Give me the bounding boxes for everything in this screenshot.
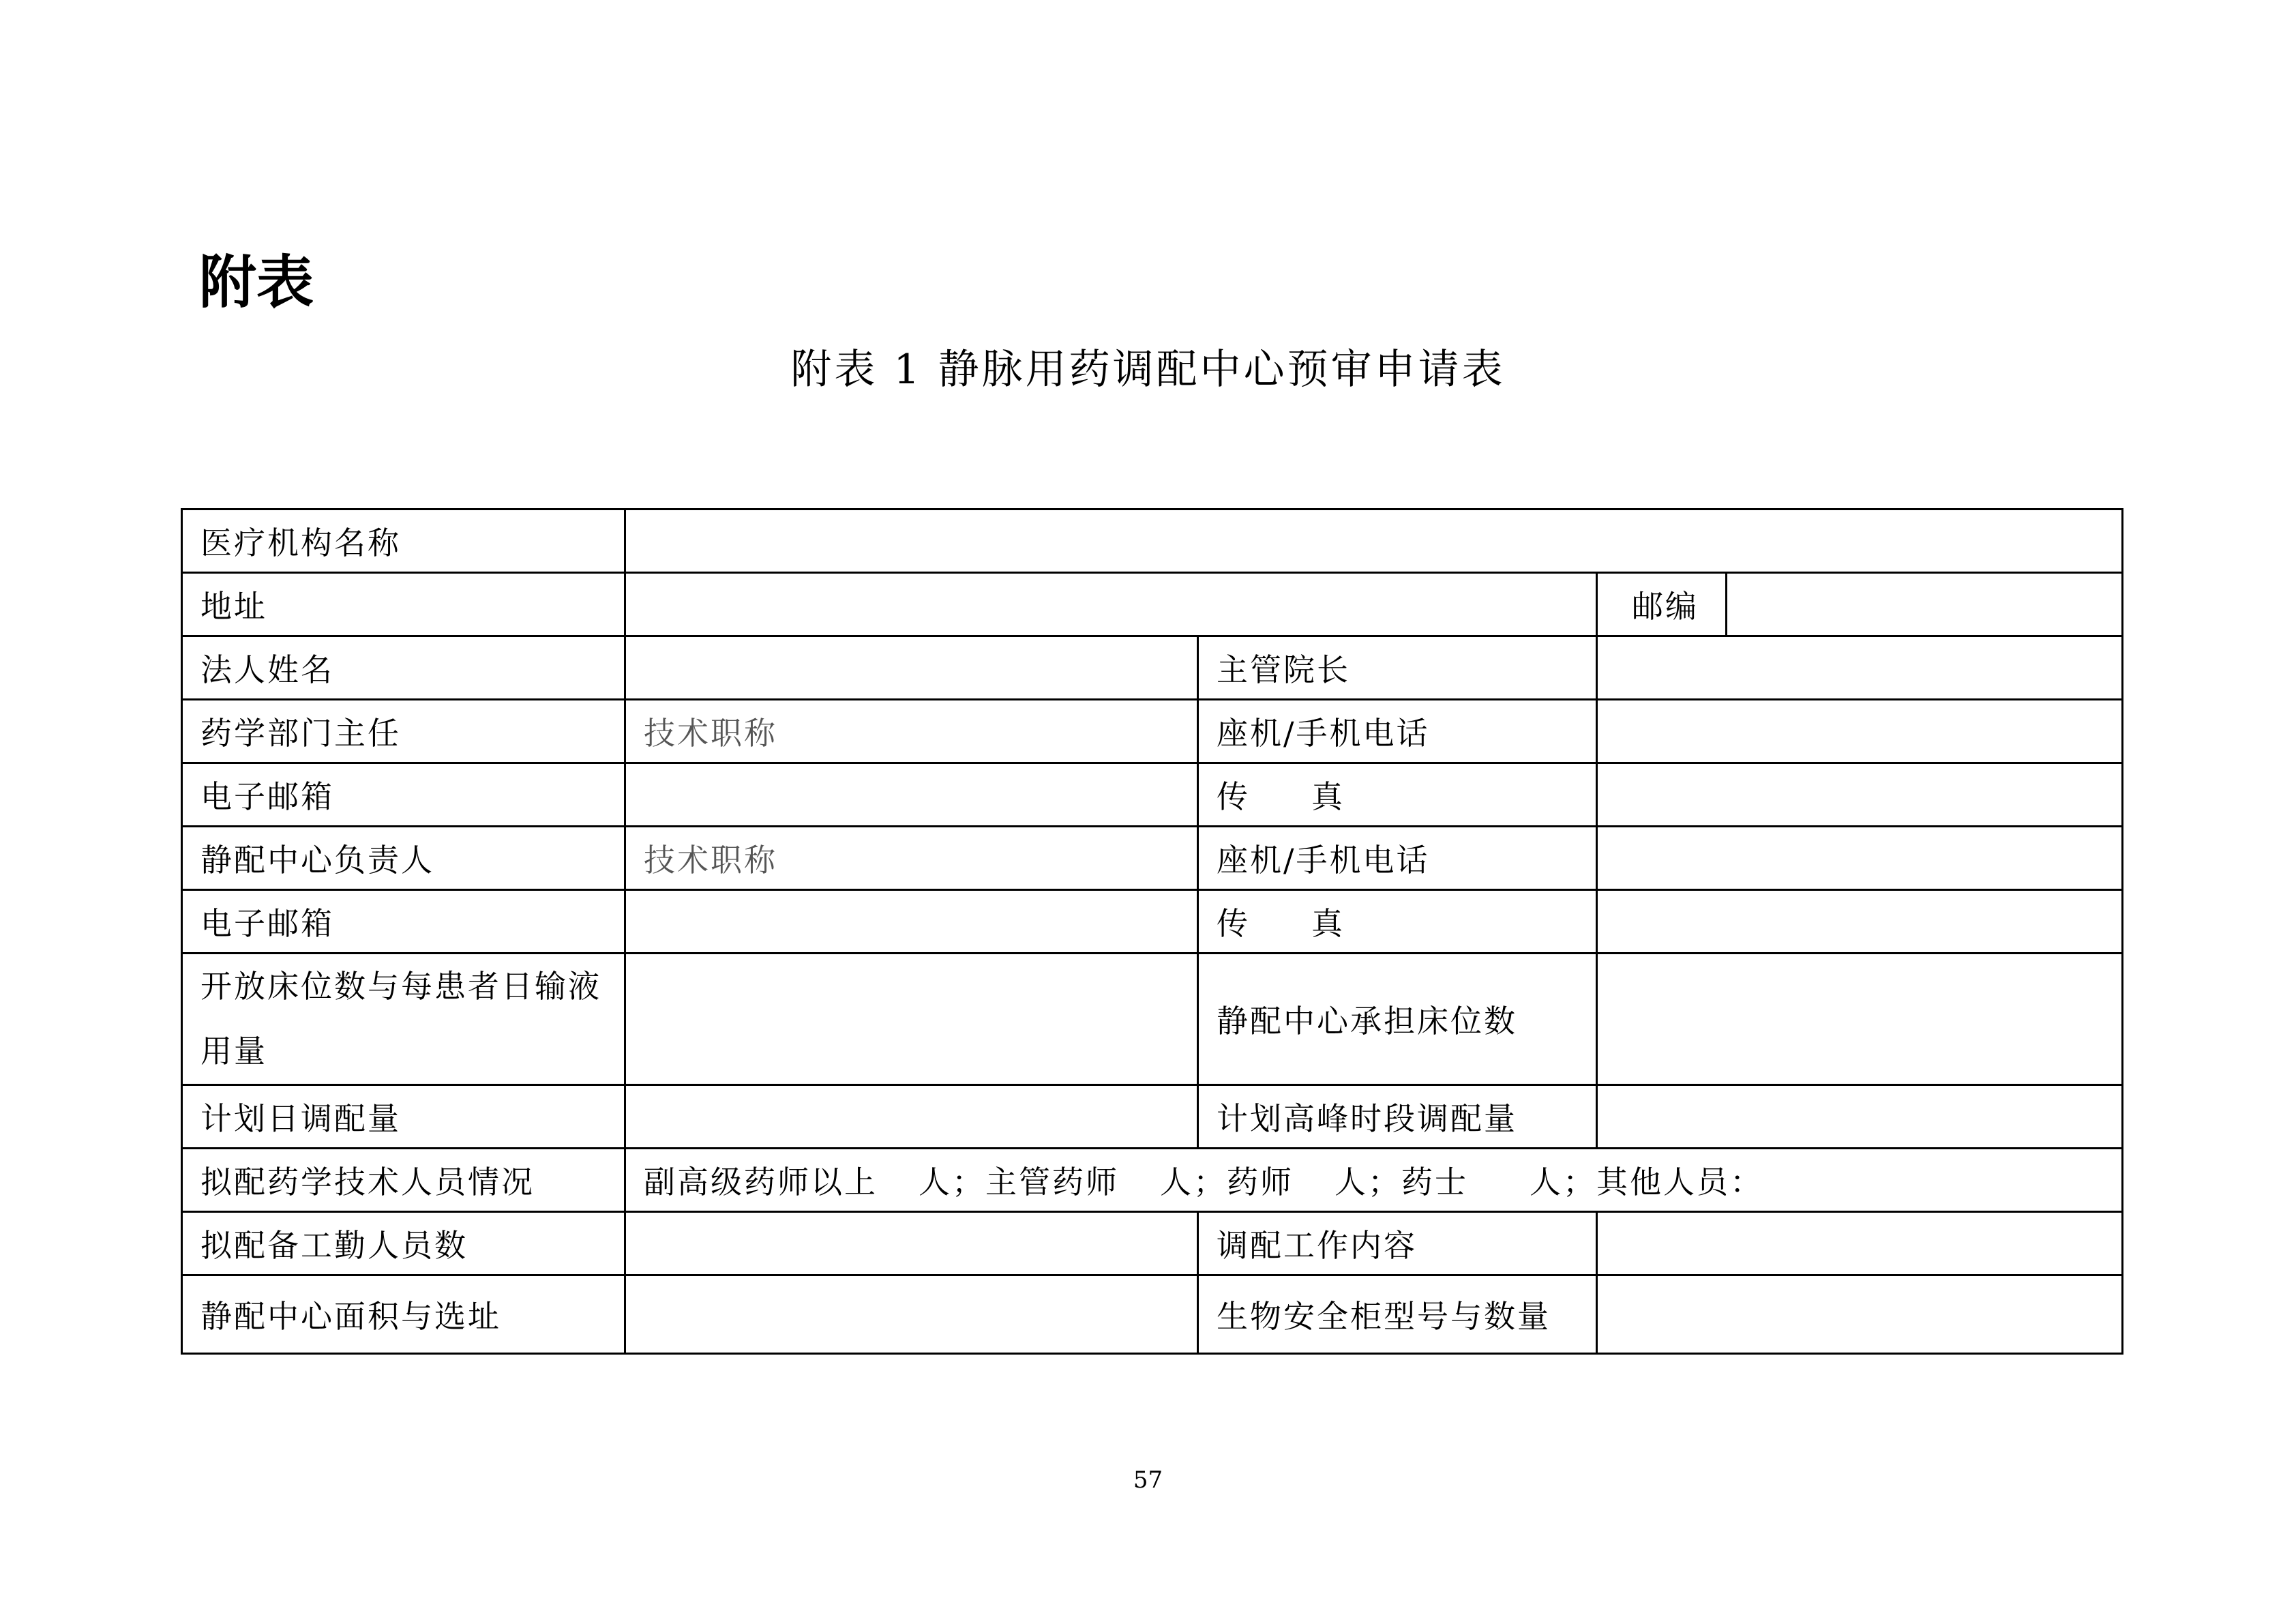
- field-legal-person[interactable]: [625, 636, 1198, 700]
- field-work-content[interactable]: [1597, 1212, 2123, 1275]
- field-supervising-president[interactable]: [1597, 636, 2123, 700]
- row-beds: [182, 954, 2123, 1085]
- field-area[interactable]: [625, 1275, 1198, 1354]
- staff-assistant: 人；药士: [1335, 1164, 1468, 1200]
- row-legal-person: [182, 636, 2123, 700]
- form-title: 附表 1 静脉用药调配中心预审申请表: [790, 346, 1506, 394]
- field-staff[interactable]: [625, 1149, 2123, 1212]
- page-number: 57: [1133, 1466, 1163, 1494]
- row-planned-daily: [182, 1085, 2123, 1149]
- label-center-beds: 静配中心承担床位数: [1198, 954, 1597, 1085]
- field-address[interactable]: [625, 573, 1597, 636]
- label-address: 地址: [182, 573, 625, 636]
- row-area: [182, 1275, 2123, 1354]
- label-pharmacy-director: 药学部门主任: [182, 700, 625, 763]
- field-center-beds[interactable]: [1597, 954, 2123, 1085]
- label-fax-1-a: 传: [1217, 778, 1250, 815]
- row-address: [182, 573, 2123, 636]
- row-email-1: [182, 763, 2123, 827]
- field-fax-2[interactable]: [1597, 890, 2123, 954]
- label-work-content: 调配工作内容: [1198, 1212, 1597, 1275]
- staff-senior: 副高级药师以上: [644, 1164, 878, 1200]
- field-safety-cabinet[interactable]: [1597, 1275, 2123, 1354]
- application-form-table: [181, 508, 2123, 1355]
- field-peak-volume[interactable]: [1597, 1085, 2123, 1149]
- row-pharmacy-director: [182, 700, 2123, 763]
- label-email-2: 电子邮箱: [182, 890, 625, 954]
- row-staff: [182, 1149, 2123, 1212]
- label-phone-2: 座机/手机电话: [1198, 827, 1597, 890]
- field-beds[interactable]: [625, 954, 1198, 1085]
- staff-pharmacist: 人；药师: [1160, 1164, 1294, 1200]
- row-center-head: [182, 827, 2123, 890]
- staff-other: 人；其他人员：: [1530, 1164, 1763, 1200]
- label-safety-cabinet: 生物安全柜型号与数量: [1198, 1275, 1597, 1354]
- field-phone-1[interactable]: [1597, 700, 2123, 763]
- field-postcode[interactable]: [1727, 573, 2123, 636]
- label-fax-1-b: 真: [1311, 778, 1345, 815]
- label-center-head: 静配中心负责人: [182, 827, 625, 890]
- field-center-head-title[interactable]: 技术职称: [625, 827, 1198, 890]
- label-fax-2-b: 真: [1311, 905, 1345, 942]
- field-institution-name[interactable]: [625, 510, 2123, 573]
- field-pharmacy-director-title[interactable]: 技术职称: [625, 700, 1198, 763]
- label-phone-1: 座机/手机电话: [1198, 700, 1597, 763]
- field-planned-daily[interactable]: [625, 1085, 1198, 1149]
- row-institution-name: [182, 510, 2123, 573]
- field-fax-1[interactable]: [1597, 763, 2123, 827]
- staff-chief-pharmacist: 人；主管药师: [919, 1164, 1119, 1200]
- label-institution-name: 医疗机构名称: [182, 510, 625, 573]
- field-email-2[interactable]: [625, 890, 1198, 954]
- label-legal-person: 法人姓名: [182, 636, 625, 700]
- label-staff: 拟配药学技术人员情况: [182, 1149, 625, 1212]
- label-email-1: 电子邮箱: [182, 763, 625, 827]
- label-planned-daily: 计划日调配量: [182, 1085, 625, 1149]
- row-email-2: [182, 890, 2123, 954]
- field-workers[interactable]: [625, 1212, 1198, 1275]
- field-phone-2[interactable]: [1597, 827, 2123, 890]
- section-heading: 附表: [199, 249, 314, 316]
- label-workers: 拟配备工勤人员数: [182, 1212, 625, 1275]
- row-workers: [182, 1212, 2123, 1275]
- label-fax-2-a: 传: [1217, 905, 1250, 942]
- label-fax-1: [1198, 763, 1597, 827]
- label-supervising-president: 主管院长: [1198, 636, 1597, 700]
- label-beds: 开放床位数与每患者日输液用量: [182, 954, 625, 1085]
- field-email-1[interactable]: [625, 763, 1198, 827]
- label-fax-2: [1198, 890, 1597, 954]
- label-peak-volume: 计划高峰时段调配量: [1198, 1085, 1597, 1149]
- label-area: 静配中心面积与选址: [182, 1275, 625, 1354]
- label-postcode: 邮编: [1597, 573, 1727, 636]
